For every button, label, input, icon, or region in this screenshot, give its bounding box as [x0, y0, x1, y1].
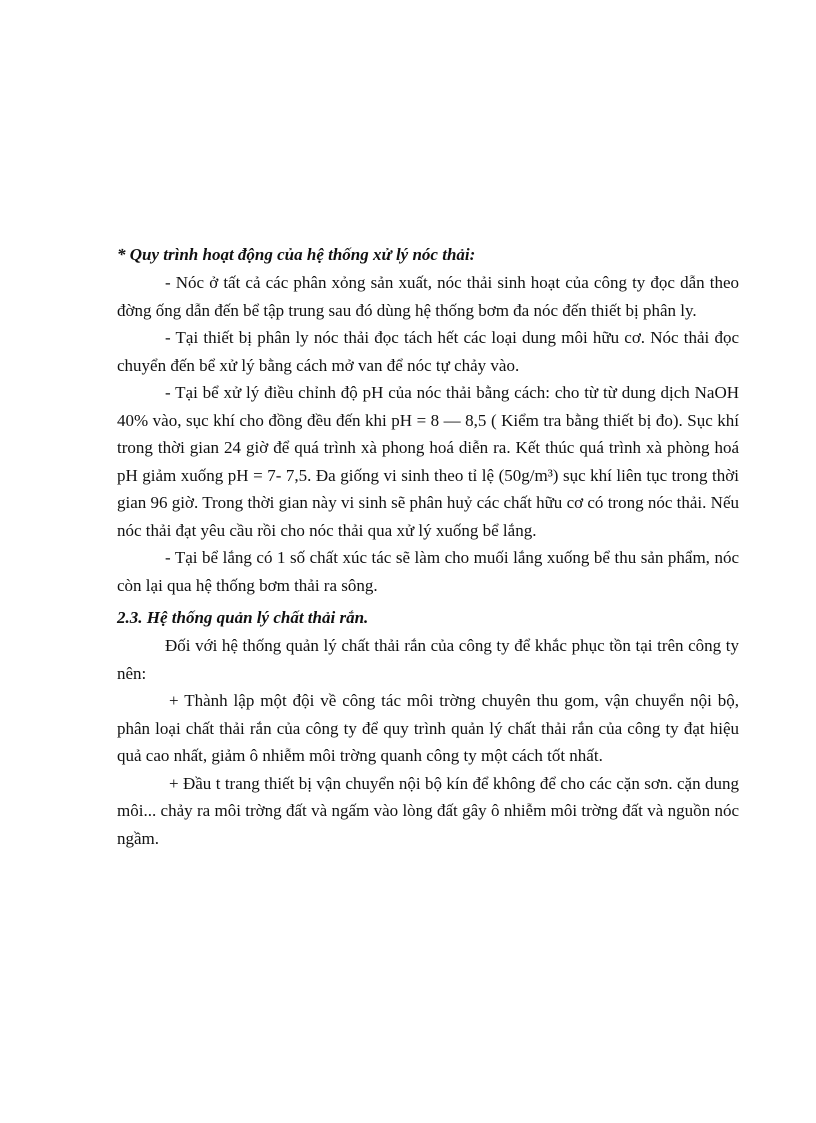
paragraph-wastewater-collection: - Nóc ở tất cả các phân xỏng sản xuất, nóc thải sinh hoạt của công ty đọc dẫn theo đờng ống dẫn đến bể tập trung sau đó dùng hệ thống bơm đa nóc đến thiết bị phân ly. [117, 273, 739, 320]
paragraph-settling-tank: - Tại bể lắng có 1 số chất xúc tác sẽ làm cho muối lắng xuống bể thu sản phẩm, nóc còn lại qua hệ thống bơm thải ra sông. [117, 548, 739, 595]
document-page [117, 241, 739, 852]
paragraph-solid-waste-team: + Thành lập một đội về công tác môi trờng chuyên thu gom, vận chuyển nội bộ, phân loại chất thải rắn của công ty để quy trình quản lý chất thải rắn của công ty đạt hiệu quả cao nhất, giảm ô nhiễm môi trờng quanh công ty một cách tốt nhất. [117, 691, 739, 765]
paragraph-ph-treatment: - Tại bể xử lý điều chỉnh độ pH của nóc thải bằng cách: cho từ từ dung dịch NaOH 40% vào, sục khí cho đồng đều đến khi pH = 8 — 8,5 ( Kiểm tra bằng thiết bị đo). Sục khí trong thời gian 24 giờ để quá trình xà phong hoá diễn ra. Kết thúc quá trình xà phòng hoá pH giảm xuống pH = 7- 7,5. Đa giống vi sinh theo tỉ lệ (50g/m³) sục khí liên tục trong thời gian 96 giờ. Trong thời gian này vi sinh sẽ phân huỷ các chất hữu cơ có trong nóc thải. Nếu nóc thải đạt yêu cầu rồi cho nóc thải qua xử lý xuống bể lắng. [117, 383, 739, 540]
paragraph-solid-waste-equipment: + Đầu t trang thiết bị vận chuyển nội bộ kín để không để cho các cặn sơn. cặn dung môi... chảy ra môi trờng đất và ngấm vào lòng đất gây ô nhiễm môi trờng đất và nguồn nóc ngầm. [117, 773, 739, 848]
paragraph-separator: - Tại thiết bị phân ly nóc thải đọc tách hết các loại dung môi hữu cơ. Nóc thải đọc chuyển đến bể xử lý bằng cách mở van để nóc tự chảy vào. [117, 328, 739, 375]
section-heading-wastewater-process: * Quy trình hoạt động của hệ thống xử lý nóc thải: [117, 245, 476, 264]
paragraph-solid-waste-intro: Đối với hệ thống quản lý chất thải rắn của công ty để khắc phục tồn tại trên công ty nên: [117, 636, 739, 683]
section-heading-solid-waste: 2.3. Hệ thống quản lý chất thải rắn. [117, 608, 369, 627]
